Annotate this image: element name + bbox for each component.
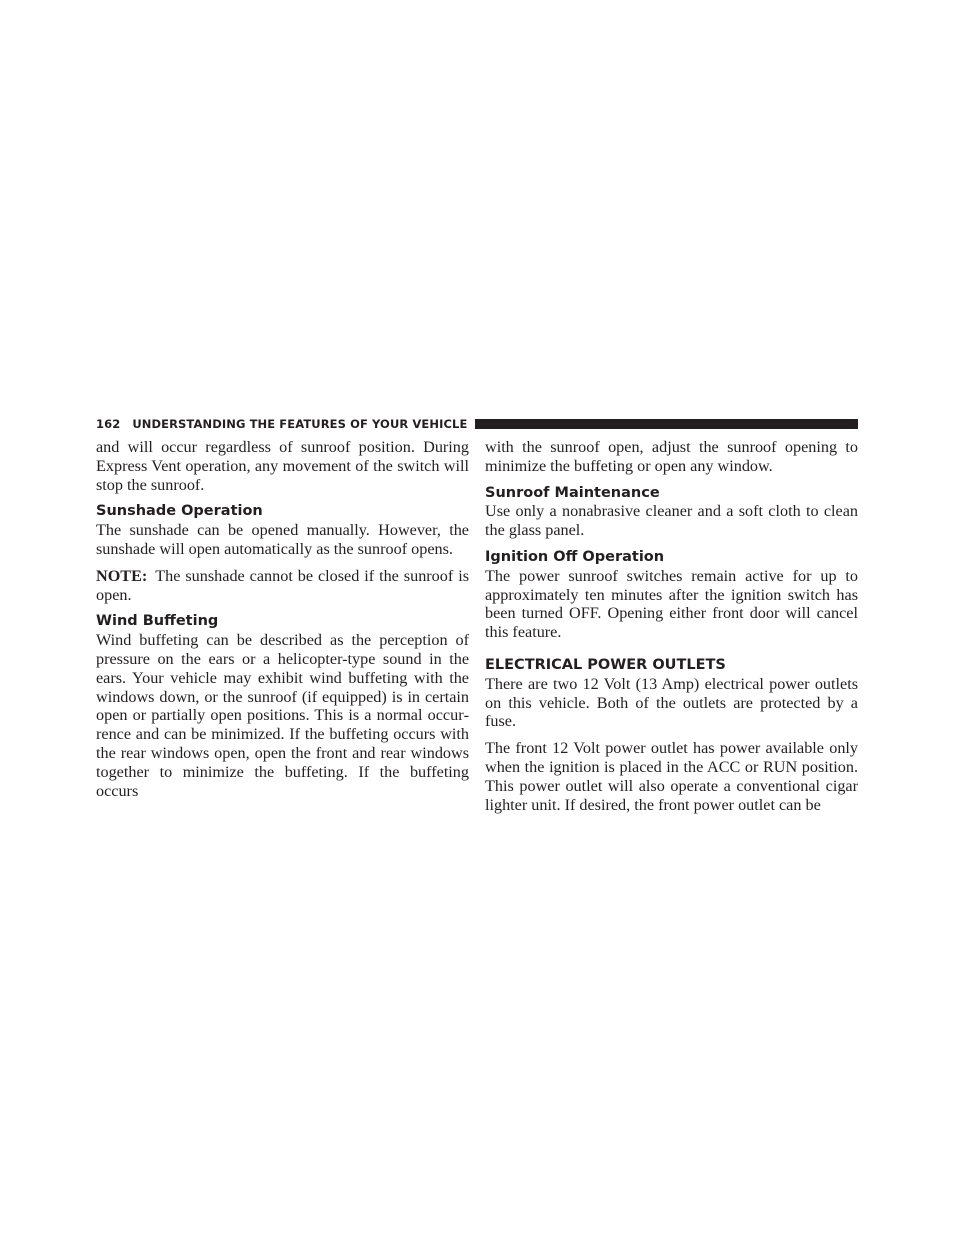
note-label: NOTE: <box>96 566 148 585</box>
sunshade-note <box>96 567 469 605</box>
power-outlets-paragraph-1: There are two 12 Volt (13 Amp) electrical power outlets on this vehicle. Both of the outlets are protected by a fuse. <box>485 674 858 731</box>
page-number: 162 <box>96 417 121 431</box>
header-rule <box>475 419 858 429</box>
left-column <box>96 438 469 808</box>
ignition-off-paragraph: The power sunroof switches remain active for up to approximately ten minutes after the ignition switch has been turned OFF. Opening either front door will cancel this feature. <box>485 566 858 642</box>
page-header <box>96 416 858 432</box>
intro-paragraph: and will occur regardless of sunroof position. During Express Vent operation, any movement of the switch will stop the sunroof. <box>96 438 469 494</box>
continuation-paragraph: with the sunroof open, adjust the sunroof opening to minimize the buffeting or open any window. <box>485 438 858 475</box>
right-column <box>485 438 858 822</box>
sunshade-paragraph: The sunshade can be opened manually. However, the sunshade will open automatically as the sunroof opens. <box>96 521 469 558</box>
sunroof-maintenance-paragraph: Use only a nonabrasive cleaner and a soft cloth to clean the glass panel. <box>485 502 858 540</box>
ignition-off-heading: Ignition Off Operation <box>485 548 665 565</box>
sunshade-heading: Sunshade Operation <box>96 503 263 520</box>
wind-buffeting-heading: Wind Buffeting <box>96 613 219 630</box>
section-title: UNDERSTANDING THE FEATURES OF YOUR VEHICLE <box>132 417 468 431</box>
wind-buffeting-paragraph: Wind buffeting can be described as the perception of pressure on the ears or a helicopter-type sound in the ears. Your vehicle may exhibit wind buffeting with the windows down, or the sunroof (if equipped) is in certain open or partially open positions. This is a normal occurrence and can be minimized. If the buffeting occurs with the rear windows open, open the front and rear windows together to minimize the buffeting. If the buffeting occurs <box>96 631 469 800</box>
power-outlets-paragraph-2: The front 12 Volt power outlet has power available only when the ignition is placed in the ACC or RUN position. This power outlet will also operate a conventional cigar lighter unit. If desired, the front power outlet can be <box>485 739 858 814</box>
power-outlets-heading: ELECTRICAL POWER OUTLETS <box>485 656 726 673</box>
sunroof-maintenance-heading: Sunroof Maintenance <box>485 484 660 501</box>
note-text: The sunshade cannot be closed if the sunroof is open. <box>96 566 469 604</box>
